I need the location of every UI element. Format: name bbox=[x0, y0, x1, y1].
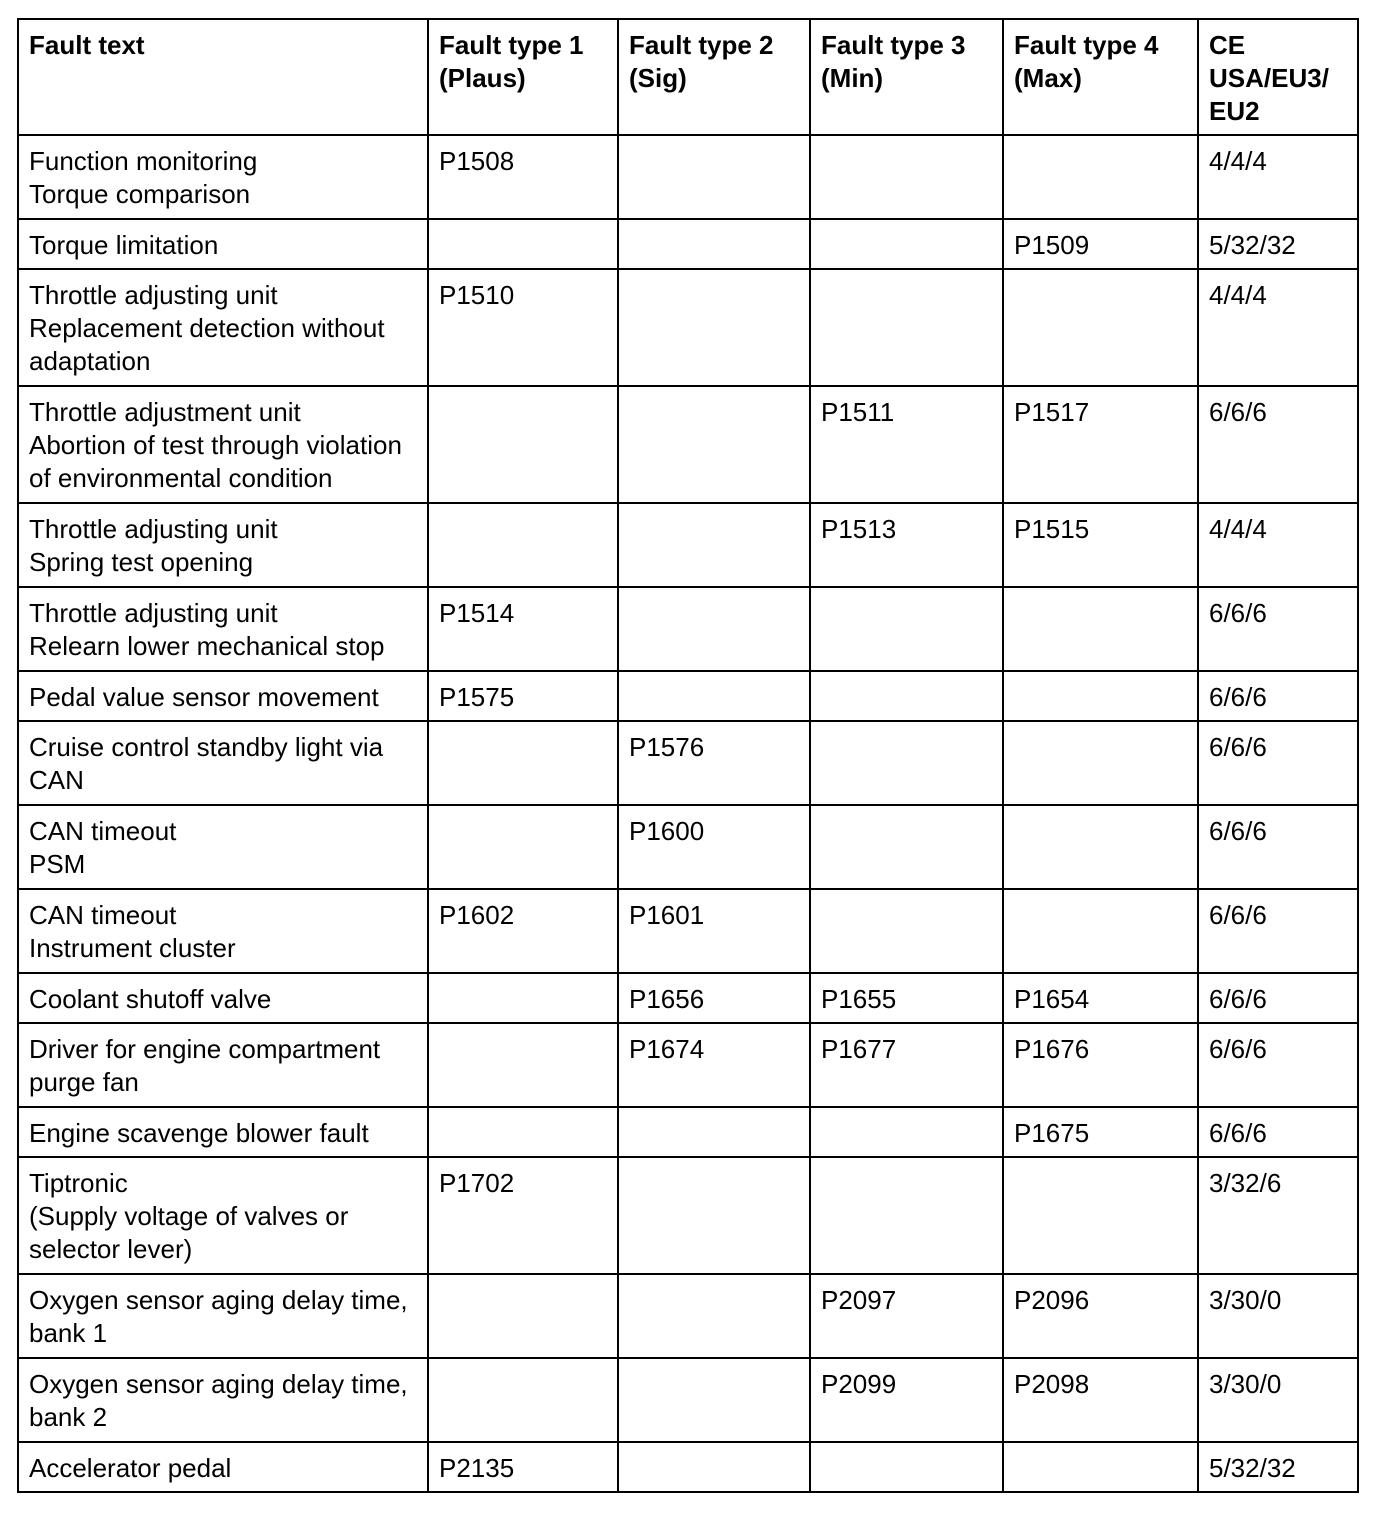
table-row bbox=[18, 805, 1358, 889]
fault-type-3-cell: P2099 bbox=[810, 1358, 1003, 1442]
fault-type-4-cell bbox=[1003, 1157, 1198, 1274]
fault-text-cell: CAN timeout Instrument cluster bbox=[18, 889, 428, 973]
ce-usa-eu-cell: 3/32/6 bbox=[1198, 1157, 1358, 1274]
header-fault-text: Fault text bbox=[18, 19, 428, 135]
fault-type-3-cell: P1513 bbox=[810, 503, 1003, 587]
fault-type-3-cell: P1511 bbox=[810, 386, 1003, 503]
fault-type-1-cell bbox=[428, 1023, 618, 1107]
fault-text-cell: Engine scavenge blower fault bbox=[18, 1107, 428, 1157]
fault-type-4-cell: P1517 bbox=[1003, 386, 1198, 503]
fault-type-2-cell bbox=[618, 503, 810, 587]
fault-type-3-cell bbox=[810, 671, 1003, 721]
fault-type-1-cell: P1514 bbox=[428, 587, 618, 671]
ce-usa-eu-cell: 4/4/4 bbox=[1198, 503, 1358, 587]
fault-text-cell: Driver for engine compartment purge fan bbox=[18, 1023, 428, 1107]
ce-usa-eu-cell: 6/6/6 bbox=[1198, 1107, 1358, 1157]
table-row bbox=[18, 1274, 1358, 1358]
fault-text-cell: Accelerator pedal bbox=[18, 1442, 428, 1492]
ce-usa-eu-cell: 6/6/6 bbox=[1198, 805, 1358, 889]
fault-text-cell: Coolant shutoff valve bbox=[18, 973, 428, 1023]
fault-type-4-cell bbox=[1003, 889, 1198, 973]
fault-type-1-cell bbox=[428, 805, 618, 889]
table-row bbox=[18, 135, 1358, 219]
fault-type-4-cell bbox=[1003, 721, 1198, 805]
fault-type-4-cell bbox=[1003, 805, 1198, 889]
fault-type-1-cell bbox=[428, 1358, 618, 1442]
fault-text-cell: Throttle adjustment unit Abortion of test through violation of environmental condition bbox=[18, 386, 428, 503]
table-row bbox=[18, 1358, 1358, 1442]
table-row bbox=[18, 219, 1358, 269]
fault-type-2-cell: P1576 bbox=[618, 721, 810, 805]
fault-text-cell: Throttle adjusting unit Relearn lower mechanical stop bbox=[18, 587, 428, 671]
fault-text-cell: Throttle adjusting unit Replacement detection without adaptation bbox=[18, 269, 428, 386]
fault-type-3-cell bbox=[810, 1107, 1003, 1157]
fault-type-3-cell bbox=[810, 721, 1003, 805]
fault-type-3-cell bbox=[810, 1442, 1003, 1492]
table-row bbox=[18, 503, 1358, 587]
fault-text-cell: Cruise control standby light via CAN bbox=[18, 721, 428, 805]
fault-type-1-cell bbox=[428, 721, 618, 805]
fault-type-4-cell bbox=[1003, 1442, 1198, 1492]
fault-text-cell: Function monitoring Torque comparison bbox=[18, 135, 428, 219]
table-row bbox=[18, 587, 1358, 671]
ce-usa-eu-cell: 3/30/0 bbox=[1198, 1358, 1358, 1442]
header-fault-type-2: Fault type 2 (Sig) bbox=[618, 19, 810, 135]
table-row bbox=[18, 973, 1358, 1023]
fault-type-2-cell: P1656 bbox=[618, 973, 810, 1023]
fault-text-cell: Oxygen sensor aging delay time, bank 1 bbox=[18, 1274, 428, 1358]
fault-text-cell: Pedal value sensor movement bbox=[18, 671, 428, 721]
fault-type-3-cell bbox=[810, 219, 1003, 269]
fault-type-4-cell: P2098 bbox=[1003, 1358, 1198, 1442]
ce-usa-eu-cell: 3/30/0 bbox=[1198, 1274, 1358, 1358]
table-row bbox=[18, 671, 1358, 721]
fault-type-4-cell: P1654 bbox=[1003, 973, 1198, 1023]
ce-usa-eu-cell: 6/6/6 bbox=[1198, 386, 1358, 503]
fault-text-cell: Torque limitation bbox=[18, 219, 428, 269]
fault-type-1-cell bbox=[428, 503, 618, 587]
fault-type-3-cell bbox=[810, 805, 1003, 889]
fault-type-4-cell bbox=[1003, 587, 1198, 671]
table-row bbox=[18, 1107, 1358, 1157]
table-row bbox=[18, 269, 1358, 386]
fault-text-cell: CAN timeout PSM bbox=[18, 805, 428, 889]
fault-type-2-cell: P1601 bbox=[618, 889, 810, 973]
fault-type-3-cell bbox=[810, 1157, 1003, 1274]
fault-type-1-cell: P1510 bbox=[428, 269, 618, 386]
fault-type-2-cell bbox=[618, 1157, 810, 1274]
fault-type-2-cell bbox=[618, 219, 810, 269]
fault-type-1-cell: P1602 bbox=[428, 889, 618, 973]
ce-usa-eu-cell: 4/4/4 bbox=[1198, 135, 1358, 219]
ce-usa-eu-cell: 4/4/4 bbox=[1198, 269, 1358, 386]
fault-type-4-cell: P1676 bbox=[1003, 1023, 1198, 1107]
ce-usa-eu-cell: 6/6/6 bbox=[1198, 1023, 1358, 1107]
ce-usa-eu-cell: 5/32/32 bbox=[1198, 219, 1358, 269]
fault-type-2-cell: P1600 bbox=[618, 805, 810, 889]
fault-type-3-cell: P1655 bbox=[810, 973, 1003, 1023]
fault-type-4-cell: P2096 bbox=[1003, 1274, 1198, 1358]
fault-text-cell: Throttle adjusting unit Spring test opening bbox=[18, 503, 428, 587]
fault-type-2-cell bbox=[618, 1107, 810, 1157]
fault-type-1-cell bbox=[428, 219, 618, 269]
fault-type-4-cell: P1515 bbox=[1003, 503, 1198, 587]
fault-type-4-cell bbox=[1003, 671, 1198, 721]
fault-type-1-cell bbox=[428, 1107, 618, 1157]
fault-type-4-cell bbox=[1003, 135, 1198, 219]
fault-type-1-cell: P1702 bbox=[428, 1157, 618, 1274]
fault-type-1-cell bbox=[428, 1274, 618, 1358]
fault-type-4-cell bbox=[1003, 269, 1198, 386]
ce-usa-eu-cell: 6/6/6 bbox=[1198, 889, 1358, 973]
fault-type-1-cell bbox=[428, 386, 618, 503]
fault-type-3-cell bbox=[810, 889, 1003, 973]
fault-type-1-cell: P2135 bbox=[428, 1442, 618, 1492]
table-body bbox=[18, 135, 1358, 1492]
fault-type-2-cell bbox=[618, 269, 810, 386]
fault-type-3-cell bbox=[810, 587, 1003, 671]
fault-type-1-cell: P1575 bbox=[428, 671, 618, 721]
fault-type-2-cell bbox=[618, 671, 810, 721]
fault-type-2-cell bbox=[618, 1274, 810, 1358]
fault-type-3-cell: P2097 bbox=[810, 1274, 1003, 1358]
table-row bbox=[18, 1023, 1358, 1107]
fault-code-table bbox=[17, 18, 1359, 1493]
fault-type-2-cell: P1674 bbox=[618, 1023, 810, 1107]
header-fault-type-3: Fault type 3 (Min) bbox=[810, 19, 1003, 135]
ce-usa-eu-cell: 6/6/6 bbox=[1198, 587, 1358, 671]
table-header-row bbox=[18, 19, 1358, 135]
fault-text-cell: Tiptronic (Supply voltage of valves or selector lever) bbox=[18, 1157, 428, 1274]
ce-usa-eu-cell: 6/6/6 bbox=[1198, 671, 1358, 721]
fault-type-2-cell bbox=[618, 1442, 810, 1492]
ce-usa-eu-cell: 5/32/32 bbox=[1198, 1442, 1358, 1492]
fault-type-2-cell bbox=[618, 1358, 810, 1442]
ce-usa-eu-cell: 6/6/6 bbox=[1198, 721, 1358, 805]
fault-type-4-cell: P1675 bbox=[1003, 1107, 1198, 1157]
table-row bbox=[18, 721, 1358, 805]
header-ce-usa-eu: CE USA/EU3/ EU2 bbox=[1198, 19, 1358, 135]
fault-type-2-cell bbox=[618, 386, 810, 503]
fault-text-cell: Oxygen sensor aging delay time, bank 2 bbox=[18, 1358, 428, 1442]
fault-type-3-cell bbox=[810, 269, 1003, 386]
fault-type-2-cell bbox=[618, 587, 810, 671]
table-row bbox=[18, 386, 1358, 503]
fault-type-1-cell: P1508 bbox=[428, 135, 618, 219]
fault-type-1-cell bbox=[428, 973, 618, 1023]
header-fault-type-4: Fault type 4 (Max) bbox=[1003, 19, 1198, 135]
fault-type-4-cell: P1509 bbox=[1003, 219, 1198, 269]
table-row bbox=[18, 1157, 1358, 1274]
fault-type-2-cell bbox=[618, 135, 810, 219]
table-row bbox=[18, 1442, 1358, 1492]
table-row bbox=[18, 889, 1358, 973]
fault-type-3-cell: P1677 bbox=[810, 1023, 1003, 1107]
header-fault-type-1: Fault type 1 (Plaus) bbox=[428, 19, 618, 135]
fault-type-3-cell bbox=[810, 135, 1003, 219]
ce-usa-eu-cell: 6/6/6 bbox=[1198, 973, 1358, 1023]
